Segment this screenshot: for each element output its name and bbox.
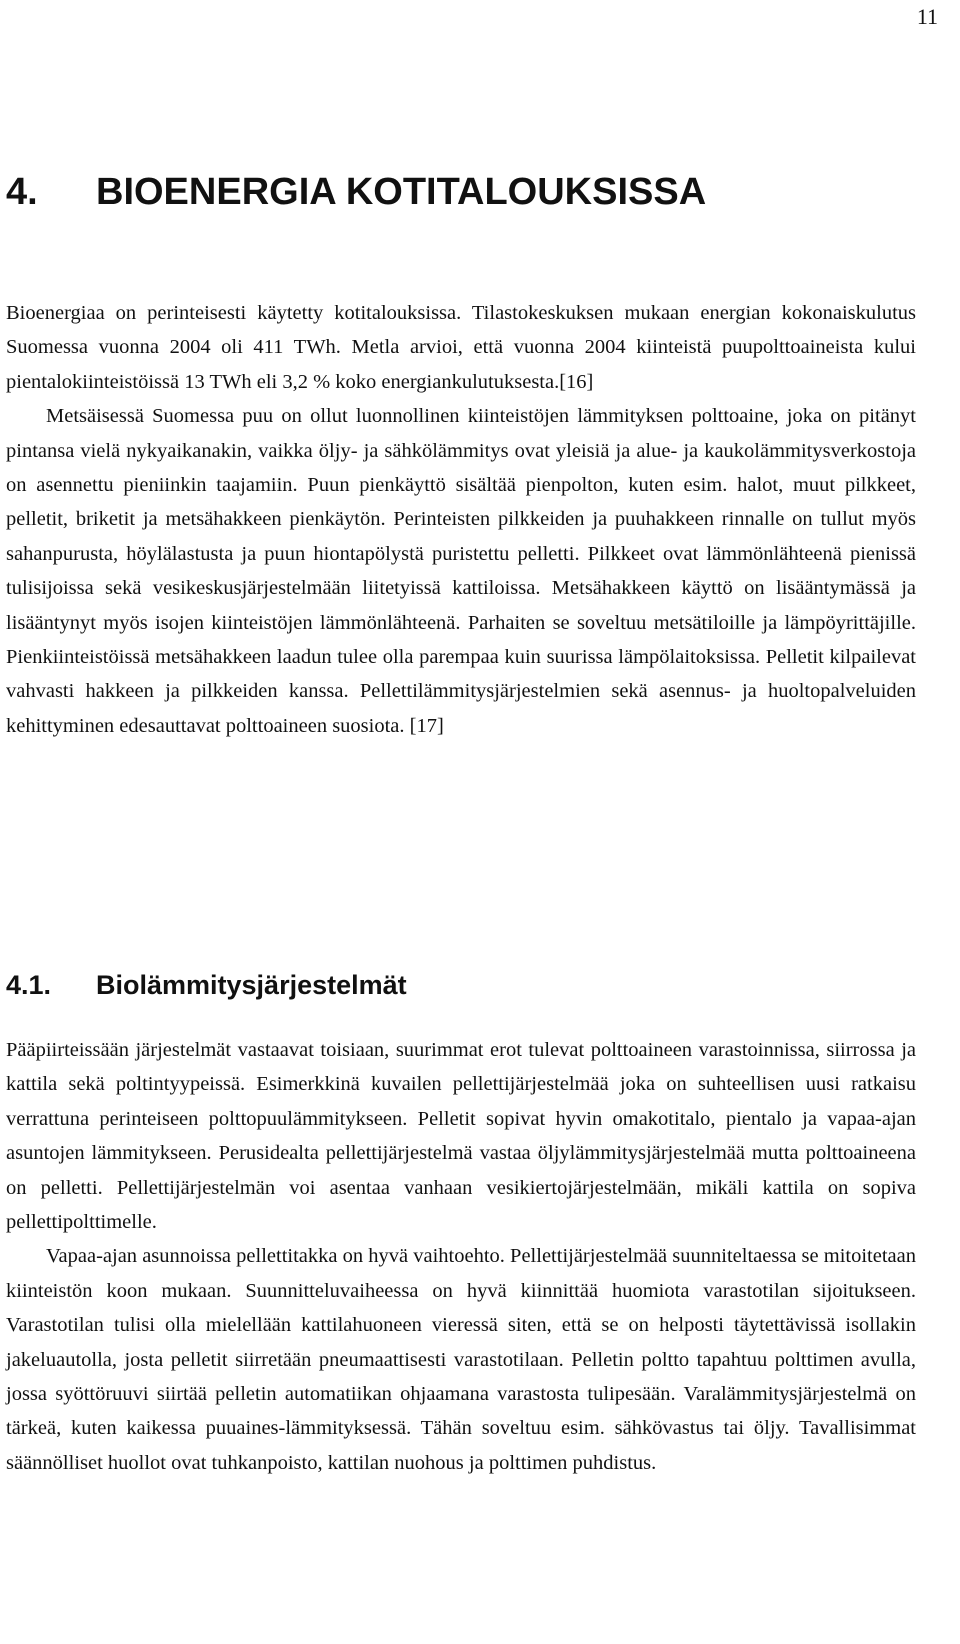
chapter-heading xyxy=(6,170,706,214)
chapter-title: BIOENERGIA KOTITALOUKSISSA xyxy=(96,171,707,213)
paragraph: Pääpiirteissään järjestelmät vastaavat toisiaan, suurimmat erot tulevat polttoaineen varastoinnissa, siirrossa ja kattila sekä poltintyypeissä. Esimerkkinä kuvailen pellettijärjestelmää joka on suhteellisen uusi ratkaisu verrattuna perinteiseen polttopuulämmitykseen. Pelletit sopivat hyvin omakotitalo, pientalo ja vapaa-ajan asuntojen lämmitykseen. Perusidealta pellettijärjestelmä vastaa öljylämmitysjärjestelmää mutta polttoaineena on pelletti. Pellettijärjestelmän voi asentaa vanhaan vesikiertojärjestelmään, mikäli kattila on sopiva pellettipolttimelle. xyxy=(6,1039,916,1234)
page-number: 11 xyxy=(916,4,938,29)
chapter-number: 4. xyxy=(6,171,38,213)
section-number: 4.1. xyxy=(6,970,52,1000)
section-body xyxy=(6,1033,916,1480)
paragraph: Metsäisessä Suomessa puu on ollut luonnollinen kiinteistöjen lämmityksen polttoaine, joka on pitänyt pintansa vielä nykyaikanakin, vaikka öljy- ja sähkölämmitys ovat yleisiä ja alue- ja kaukolämmitysverkostoja on asennettu pieniinkin taajamiin. Puun pienkäyttö sisältää pienpolton, kuten esim. halot, muut pilkkeet, pelletit, briketit ja metsähakkeen pienkäytön. Perinteisten pilkkeiden ja puuhakkeen rinnalle on tullut myös sahanpurusta, höylälastusta ja puun hiontapölystä puristettu pelletti. Pilkkeet ovat lämmönlähteenä pienissä tulisijoissa sekä vesikeskusjärjestelmään liitetyissä kattiloissa. Metsähakkeen käyttö on lisääntymässä ja lisääntynyt myös isojen kiinteistöjen lämmönlähteenä. Parhaiten se soveltuu metsätiloille ja lämpöyrittäjille. Pienkiinteistöissä metsähakkeen laadun tulee olla parempaa kuin suurissa lämpölaitoksissa. Pelletit kilpailevat vahvasti hakkeen ja pilkkeiden kanssa. Pellettilämmitysjärjestelmien sekä asennus- ja huoltopalveluiden kehittyminen edesauttavat polttoaineen suosiota. [17] xyxy=(6,405,916,737)
section-heading xyxy=(6,969,407,1001)
paragraph: Bioenergiaa on perinteisesti käytetty kotitalouksissa. Tilastokeskuksen mukaan energian kokonaiskulutus Suomessa vuonna 2004 oli 411 TWh. Metla arvioi, että vuonna 2004 kiinteistä puupolttoaineista kului pientalokiinteistöissä 13 TWh eli 3,2 % koko energiankulutuksesta.[16] xyxy=(6,302,916,393)
paragraph: Vapaa-ajan asunnoissa pellettitakka on hyvä vaihtoehto. Pellettijärjestelmää suunniteltaessa se mitoitetaan kiinteistön koon mukaan. Suunnitteluvaiheessa on hyvä kiinnittää huomiota varastotilan sijoitukseen. Varastotilan tulisi olla mielellään kattilahuoneen vieressä siten, että se on helposti täytettävissä isollakin jakeluautolla, josta pelletit siirretään pneumaattisesti varastotilaan. Pelletin poltto tapahtuu polttimen avulla, jossa syöttöruuvi siirtää pelletin automatiikan ohjaamana varastosta tulipesään. Varalämmitysjärjestelmä on tärkeä, kuten kaikessa puuaines-lämmityksessä. Tähän soveltuu esim. sähkövastus tai öljy. Tavallisimmat säännölliset huollot ovat tuhkanpoisto, kattilan nuohous ja polttimen puhdistus. xyxy=(6,1245,916,1474)
chapter-body xyxy=(6,296,916,743)
section-title: Biolämmitysjärjestelmät xyxy=(96,970,407,1000)
